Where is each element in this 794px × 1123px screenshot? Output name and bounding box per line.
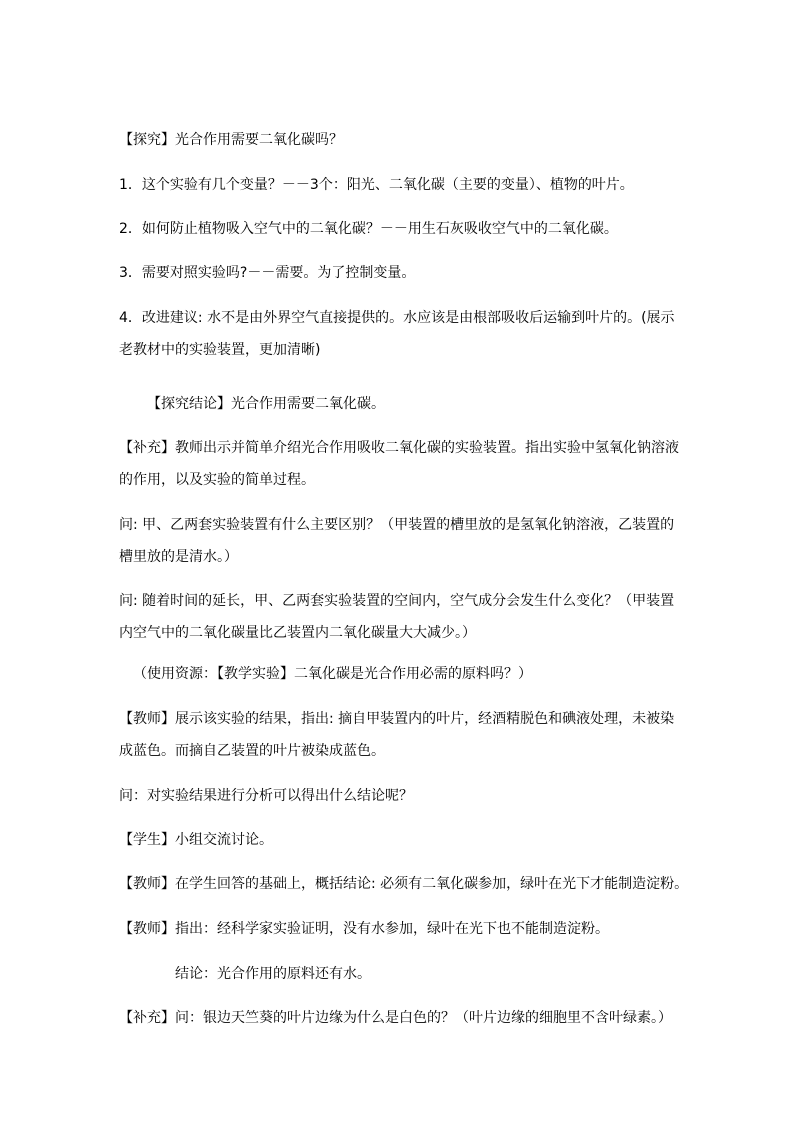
- paragraph-teacher-summary: 【教师】在学生回答的基础上，概括结论: 必须有二氧化碳参加，绿叶在光下才能制造淀粉。: [119, 876, 689, 892]
- paragraph-item-3: 3．需要对照实验吗?－－需要。为了控制变量。: [119, 265, 416, 281]
- paragraph-question-difference: 问: 甲、乙两套实验装置有什么主要区别？（甲装置的槽里放的是氢氧化钠溶液，乙装置的槽里放的是清水。）: [119, 517, 675, 565]
- paragraph-student: 【学生】小组交流讨论。: [119, 832, 273, 848]
- paragraph-question-analysis: 问：对实验结果进行分析可以得出什么结论呢？: [119, 788, 413, 804]
- paragraph-explore-conclusion: 【探究结论】光合作用需要二氧化碳。: [147, 396, 385, 412]
- paragraph-teacher-result: 【教师】展示该实验的结果，指出: 摘自甲装置内的叶片，经酒精脱色和碘液处理，未被染成蓝色。而摘自乙装置的叶片被染成蓝色。: [119, 711, 675, 759]
- paragraph-explore-question: 【探究】光合作用需要二氧化碳吗？: [119, 132, 343, 148]
- paragraph-resource: （使用资源：【教学实验】二氧化碳是光合作用必需的原料吗？）: [133, 666, 532, 682]
- paragraph-supplement-geranium: 【补充】问：银边天竺葵的叶片边缘为什么是白色的？（叶片边缘的细胞里不含叶绿素。）: [119, 1010, 672, 1026]
- paragraph-teacher-water: 【教师】指出：经科学家实验证明，没有水参加，绿叶在光下也不能制造淀粉。: [119, 921, 609, 937]
- paragraph-supplement: 【补充】教师出示并简单介绍光合作用吸收二氧化碳的实验装置。指出实验中氢氧化钠溶液的作用，以及实验的简单过程。: [119, 440, 679, 488]
- paragraph-item-4: 4．改进建议: 水不是由外界空气直接提供的。水应该是由根部吸收后运输到叶片的。(展示老教材中的实验装置，更加清晰): [119, 310, 675, 358]
- paragraph-item-2: 2．如何防止植物吸入空气中的二氧化碳？－－用生石灰吸收空气中的二氧化碳。: [119, 221, 618, 237]
- paragraph-conclusion-water: 结论：光合作用的原料还有水。: [175, 966, 371, 982]
- paragraph-question-change: 问: 随着时间的延长，甲、乙两套实验装置的空间内，空气成分会发生什么变化？（甲装置内空气中的二氧化碳量比乙装置内二氧化碳量大大减少。）: [119, 593, 675, 641]
- paragraph-item-1: 1．这个实验有几个变量？－－3个：阳光、二氧化碳（主要的变量）、植物的叶片。: [119, 177, 634, 193]
